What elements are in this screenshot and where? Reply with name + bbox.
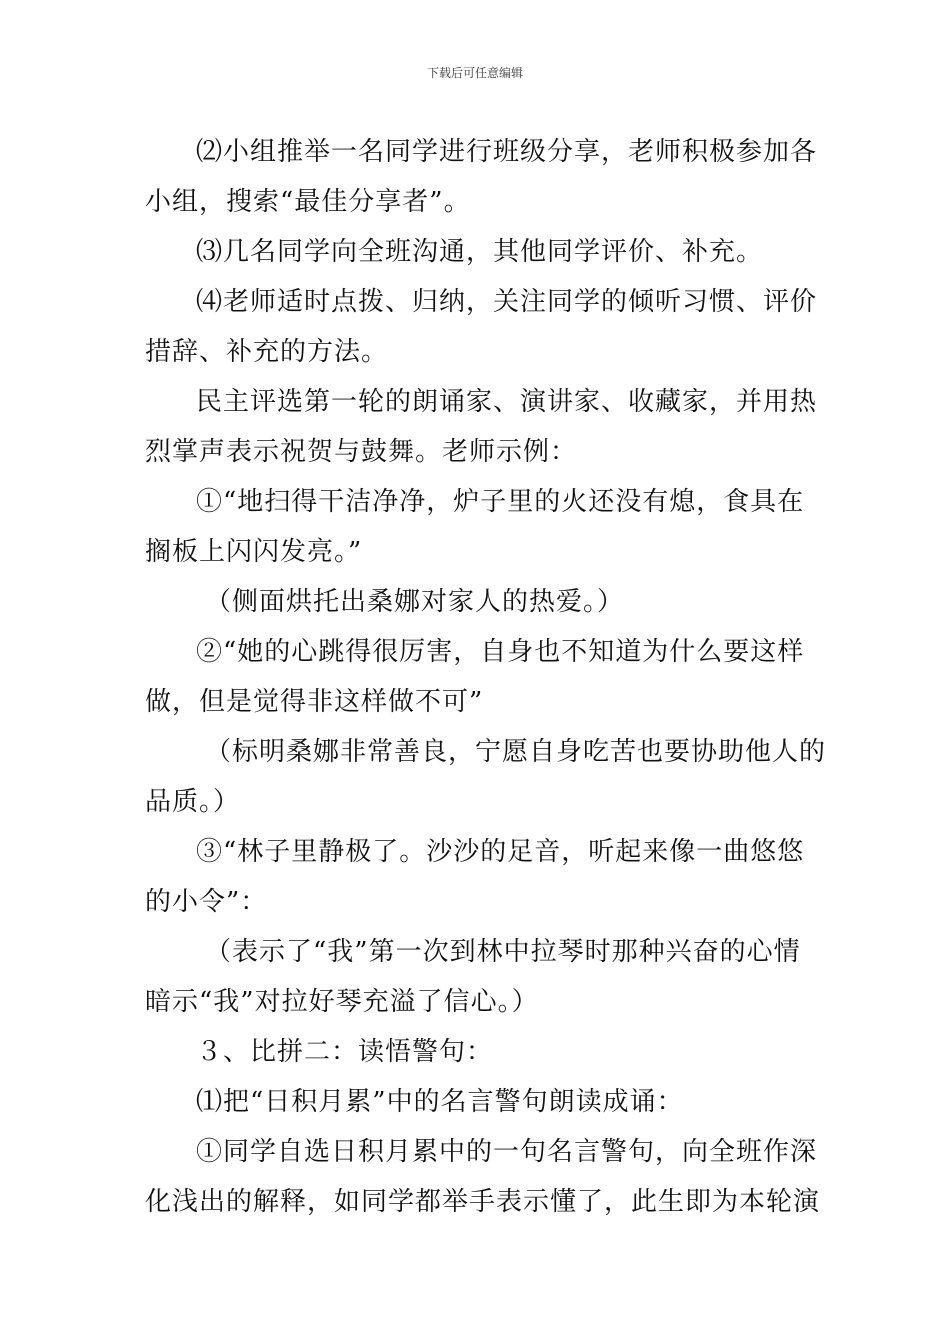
text-line: 措辞、补充的方法。 [145, 337, 389, 367]
text-line: 化浅出的解释，如同学都举手表示懂了，此生即为本轮演 [145, 1187, 821, 1217]
text-line: 做，但是觉得非这样做不可” [145, 687, 484, 717]
text-line: ⑷老师适时点拨、归纳，关注同学的倾听习惯、评价 [196, 287, 818, 317]
text-line: ①“地扫得干洁净净，炉子里的火还没有熄，食具在 [196, 487, 805, 517]
text-line: ⑶几名同学向全班沟通，其他同学评价、补充。 [196, 237, 764, 267]
text-line: ⑴把“日积月累”中的名言警句朗读成诵： [196, 1087, 684, 1117]
text-line: ②“她的心跳得很厉害，自身也不知道为什么要这样 [196, 637, 805, 667]
text-line: 民主评选第一轮的朗诵家、演讲家、收藏家，并用热 [196, 387, 818, 417]
text-line: 搁板上闪闪发亮。” [145, 537, 363, 567]
text-line: ①同学自选日积月累中的一句名言警句，向全班作深 [196, 1137, 818, 1167]
text-line: （表示了“我”第一次到林中拉琴时那种兴奋的心情 [205, 937, 801, 967]
text-line: ⑵小组推举一名同学进行班级分享，老师积极参加各 [196, 137, 818, 167]
text-line: 暗示“我”对拉好琴充溢了信心。） [145, 987, 539, 1017]
text-line: 品质。） [145, 787, 241, 817]
text-line: （侧面烘托出桑娜对家人的热爱。） [205, 587, 625, 617]
text-line: ３、比拼二：读悟警句： [196, 1037, 494, 1067]
text-line: 烈掌声表示祝贺与鼓舞。老师示例： [145, 437, 578, 467]
text-line: 的小令”： [145, 887, 268, 917]
text-line: （标明桑娜非常善良，宁愿自身吃苦也要协助他人的 [205, 737, 827, 767]
page-header: 下载后可任意编辑 [426, 66, 523, 80]
text-line: 小组，搜索“最佳分享者”。 [145, 187, 471, 217]
text-line: ③“林子里静极了。沙沙的足音，听起来像一曲悠悠 [196, 837, 805, 867]
